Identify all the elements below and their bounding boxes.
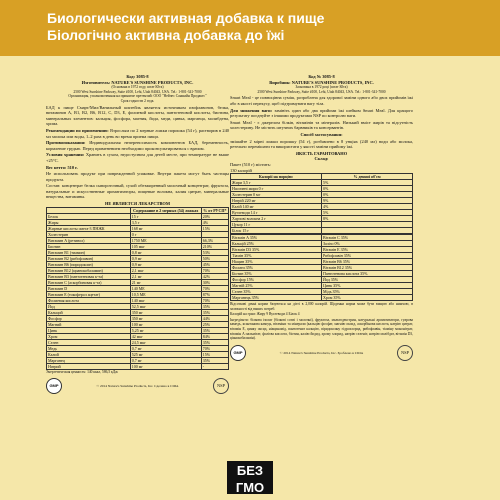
logos-ru	[46, 378, 229, 394]
usage-title-ua: Для зниження ваги:	[230, 107, 273, 113]
composition-ru: Состав: концентрат белка сывороточный, сухой обезжиренный молочный концентрат, фруктоза, натуральные и искусственные ароматизаторы, пищевые волокна, калия цитрат, минеральные вещества, витамины.	[46, 183, 229, 200]
table-cell: 5%	[322, 180, 413, 186]
table-cell: Кальций	[47, 309, 131, 315]
vitamins-table-ua	[230, 234, 413, 301]
table-cell: 84%	[201, 333, 228, 339]
table-cell: 66,3%	[201, 237, 228, 243]
table-cell: 10,5 МЕ	[130, 291, 201, 297]
table-cell: Витамин B12 (цианокобаламин)	[47, 267, 131, 273]
fat-row-carbs: Вуглеводи 4	[268, 312, 288, 317]
table-cell: Магний	[47, 321, 131, 327]
table-cell: 0,7 мг	[130, 357, 201, 363]
table-cell: Вітамін B12 35%	[322, 265, 413, 271]
table-cell: Насичені жири 0 г	[231, 186, 322, 192]
table-cell: Медь	[47, 345, 131, 351]
table-cell: Тіамін 35%	[231, 253, 322, 259]
right-column-ua	[230, 74, 413, 361]
table-cell: Вітамін A 35%	[231, 235, 322, 241]
table-cell: 70%	[201, 297, 228, 303]
table-cell: 140 МЕ	[130, 285, 201, 291]
table-cell: Витамин Е (токоферол ацетат)	[47, 291, 131, 297]
gmp-badge-ua: GMP	[230, 345, 246, 361]
table-cell: 44%	[201, 315, 228, 321]
table-cell: Пантотенова кислота 35%	[322, 271, 413, 277]
table-cell: 35%	[201, 327, 228, 333]
table-cell: 70%	[201, 345, 228, 351]
table-cell: 0 г	[130, 231, 201, 237]
table-cell: Хром	[47, 333, 131, 339]
table-cell: Калий	[47, 351, 131, 357]
nutrition-table-ua	[230, 173, 413, 234]
table-cell: 70%	[201, 285, 228, 291]
left-column-ru	[46, 74, 229, 394]
table-cell: 100 мг	[130, 363, 201, 369]
copyright-ru: © 2014 Nature's Sunshine Products, Inc. Сделано в США	[96, 384, 179, 389]
table-row	[47, 363, 229, 369]
comp-title-ua: Склад:	[314, 156, 329, 162]
table-cell: Вітамін C 35%	[322, 235, 413, 241]
table-cell: Вітамін D3 35%	[231, 247, 322, 253]
table-cell: Фолиевая кислота	[47, 297, 131, 303]
intro-ru: БАД к пище Смарт/Мил/Ванильный коктейль является источником изофлавонов, белка, витаминов А, В1, В2, В6, В12, С, D3, Е, фолиевой кислоты, пантотеновой кислоты, биотина, минеральных элементов: кальция, фосфора, магния, йода, меди, цинка, марганца, молибдена, хрома.	[46, 104, 229, 127]
title-ru: Биологически активная добавка к пище	[47, 10, 325, 26]
table-cell: Витамин B1 (тиамин)	[47, 249, 131, 255]
table-cell: 9%	[322, 198, 413, 204]
table-row	[231, 228, 413, 234]
table-cell: 25%	[201, 321, 228, 327]
nsp-logo-icon-ua	[397, 345, 413, 361]
table-cell: Магній 25%	[231, 283, 322, 289]
table-cell: Йод	[47, 303, 131, 309]
table-cell: Йод 35%	[322, 277, 413, 283]
ingredients-ua: Інгредієнти: білкова ізолят (білкові соєві і молочні), фруктоза, мальтодекстрин, натуральні ароматизатори, гуарова камедь, ксантанова камедь, вітаміни та мінерали (кальцію фосфат, магнію оксид, аскорбінова кислота, натрію цитрат, вітамін Е, цинку оксид, ніацинамід, пантотенат кальцію, піридоксину гідрохлорид, рибофлавін, тіаміну мононітрат, вітамін А пальмітат, фолієва кислота, біотин, калію йодид, хрому хлорид, натрію селеніт, натрію молібдат, вітамін D3, ціанокобаламін).	[230, 317, 413, 341]
title-ua: Біологічно активна добавка до їжі	[47, 27, 285, 43]
fat-row-label: Калорій на грам:	[230, 312, 256, 317]
table-cell: 35%	[201, 357, 228, 363]
label-header	[0, 0, 500, 56]
table-cell: Марганець 35%	[231, 295, 322, 301]
code-ru: Код: 3085-8	[126, 74, 149, 79]
table-cell: 52,5 мкг	[130, 303, 201, 309]
table-cell: 24,5 мкг	[130, 339, 201, 345]
fat-row-protein: Білок 4	[288, 312, 300, 317]
storage-ru: Хранить в сухом, недоступном для детей месте, при температуре не выше +25°С.	[46, 152, 230, 163]
storage-title-ru: Условия хранения:	[46, 152, 85, 158]
table-cell: Селен	[47, 339, 131, 345]
code-ua: Код № 3085-8	[308, 74, 335, 79]
prep-ua: змішайте 2 мірні ложки порошку (54 г), розбавлено в 8 унціях (240 мл) води або молока, ретельно перемішати та використати у якості заміни прийому їжі.	[230, 138, 413, 150]
table-row	[231, 295, 413, 301]
table-cell: 53%	[201, 249, 228, 255]
table-cell: 0,9 мг	[130, 255, 201, 261]
table-cell: Холестерин	[47, 231, 131, 237]
table-cell: 0,8 мг	[130, 249, 201, 255]
table-cell: 15%	[201, 351, 228, 357]
table-cell: Витамин B2 (рибофлавин)	[47, 255, 131, 261]
table-cell: Фолати 35%	[231, 265, 322, 271]
table-cell: Жирные кислоты омега-3 ПНЖК	[47, 225, 131, 231]
bez-gmo-line1: БЕЗ	[236, 463, 264, 478]
table-cell: Харчові волокна 2 г	[231, 216, 322, 222]
copyright-ua: © 2014 Nature's Sunshine Products, Inc. Зроблено в США	[279, 350, 364, 355]
table-cell: Хром 35%	[322, 295, 413, 301]
table-cell: Холестерин 0 мг	[231, 192, 322, 198]
ua-header-1: Калорії на порцію:	[231, 174, 322, 180]
table-cell: 2,1 мг	[130, 273, 201, 279]
warning-ru: Не использовать продукт при поврежденной упаковке. Внутри пакета могут быть частицы продукта.	[46, 171, 229, 182]
nsp-logo-text: NSP	[216, 383, 226, 389]
table-cell: 35%	[201, 303, 228, 309]
table-cell: 20%	[201, 213, 228, 219]
intro-ua: Smart Meal - це повноцінна суміш, розроблена для здорової заміни одного або двох прийомів їжі або в якості перекусу, щоб підтримувати вагу тіла.	[230, 95, 413, 106]
nsp-logo-text-ua: NSP	[400, 350, 410, 356]
table-cell: 0,9 мг	[130, 261, 201, 267]
maker-note-ru: (Основана в 1972 году, штат Юта)	[111, 85, 164, 90]
table-cell: Фосфор 15%	[231, 277, 322, 283]
table-cell: 140 мкг	[130, 297, 201, 303]
table-cell: 15 г	[130, 213, 201, 219]
table-cell: Ніацин 35%	[231, 259, 322, 265]
gmp-badge: GMP	[46, 378, 62, 394]
table-cell: 210%	[201, 243, 228, 249]
table-cell: Натрий	[47, 363, 131, 369]
table-cell: Рибофлавін 35%	[322, 253, 413, 259]
contra-ru: Индивидуальная непереносимость компонентов БАД, беременность, кормление грудью. Перед применением необходимо проконсультироваться с врачом.	[46, 140, 229, 151]
fat-row-fat: Жиру 9	[256, 312, 269, 317]
table-cell: 100 мг	[130, 321, 201, 327]
ua-header-2: % денної об'єм	[322, 174, 413, 180]
org-ru: Организация, уполномоченная на принятие претензий: ООО "Нейчес Саншайн Продактс"	[68, 94, 207, 99]
table-cell: 1750 МЕ	[130, 237, 201, 243]
table-cell: 70%	[201, 267, 228, 273]
table-cell: 45%	[201, 261, 228, 267]
table-cell: Вітамін B6 35%	[322, 259, 413, 265]
note-ua: Відсоткові денні норми базуються на дієті в 2,000 калорій. Щоденна норма може бути вищою або нижчою, в залежності від ваших потреб.	[230, 302, 413, 311]
table-cell: Витамин С (аскорбиновая к-та)	[47, 279, 131, 285]
table-cell: Вуглеводи 14 г	[231, 210, 322, 216]
weight-ru: Вес нетто: 510 г.	[46, 164, 78, 170]
table-cell: Биотин	[47, 243, 131, 249]
table-cell: 105 мкг	[130, 243, 201, 249]
table-cell: 350 мг	[130, 309, 201, 315]
table-cell: 35%	[201, 339, 228, 345]
table-cell: Витамин B3 (пантотеновая к-та)	[47, 273, 131, 279]
usage-ua: замініть один або два прийоми їжі шейком Smart Meal. Для кращого результату поєднуйте з іншими продуктами NSP по контролю ваги.	[230, 107, 413, 119]
guarantee-ua: ЯКІСТЬ ГАРАНТОВАНО	[295, 150, 348, 156]
table-cell: 15%	[201, 225, 228, 231]
table-cell: Жиры	[47, 219, 131, 225]
table-cell: Белок	[47, 213, 131, 219]
table-cell: 525 мг	[130, 351, 201, 357]
body-ua: Smart Meal - є джерелом білків, вітамінів та мінералів. Низький вміст жирів та відсутність холестерину. Не містить штучних барвників та консервантів.	[230, 119, 413, 131]
table-cell: Витамин B6 (пиридоксин)	[47, 261, 131, 267]
guarantee-ru: НЕ ЯВЛЯЕТСЯ ЛЕКАРСТВОМ	[105, 201, 170, 207]
table-cell: 50%	[201, 255, 228, 261]
table-cell: Витамин D	[47, 285, 131, 291]
maker-ua: Виробник: NATURE'S SUNSHINE PRODUCTS, INC.	[269, 79, 374, 85]
table-cell: 30%	[201, 279, 228, 285]
table-cell: 3,5 г	[130, 219, 201, 225]
servings-ua: 130 калорій	[230, 167, 252, 173]
table-cell: 4%	[201, 219, 228, 225]
table-cell	[322, 228, 413, 234]
table-cell: 0%	[322, 186, 413, 192]
table-cell: 168 мг	[130, 225, 201, 231]
table-cell: Фосфор	[47, 315, 131, 321]
fat-row-ua	[230, 312, 413, 317]
table-cell: Залізо 0%	[322, 241, 413, 247]
table-cell: Витамин А (ретинол)	[47, 237, 131, 243]
table-cell: 42 мкг	[130, 333, 201, 339]
table-cell: 0,7 мг	[130, 345, 201, 351]
table-cell: 5,25 мг	[130, 327, 201, 333]
table-cell: Вітамін E 35%	[322, 247, 413, 253]
usage-ru: Взрослым по 2 мерные ложки порошка (54 г), растворив в 240 мл молока или воды, 1–2 раза в день во время приема пищи.	[46, 127, 229, 139]
usage-title-ru: Рекомендации по применению:	[46, 127, 109, 133]
table-cell: Цинк 35%	[322, 283, 413, 289]
table-cell: -	[201, 363, 228, 369]
bez-gmo-badge	[227, 461, 273, 494]
table-cell: 2,1 мкг	[130, 267, 201, 273]
table-cell: 87%	[201, 291, 228, 297]
contra-title-ru: Противопоказания:	[46, 140, 86, 146]
table-cell: 35%	[201, 309, 228, 315]
table-header-ru-2: % от РУСП*	[201, 207, 228, 213]
table-cell: Натрій 220 мг	[231, 198, 322, 204]
table-cell: Білок 15 г	[231, 228, 322, 234]
table-cell: 5%	[322, 210, 413, 216]
nutrition-table-ru	[46, 207, 229, 370]
table-cell: Калій 140 мг	[231, 204, 322, 210]
table-cell: Цукор 11 г	[231, 222, 322, 228]
logos-ua	[230, 345, 413, 361]
bez-gmo-line2: ГМО	[235, 480, 265, 495]
energy-ru: Энергетическая ценность: 140 ккал, 586,5 кДж	[46, 369, 118, 374]
maker-ru: Изготовитель: NATURE'S SUNSHINE PRODUCTS, INC.	[81, 79, 194, 85]
address-ru: 2500 West Sunshine Parkway, Suite #100, Lehi, Utah 84043, USA. Tel.: 1-801-341-7000	[73, 89, 202, 94]
table-header-ru-1: Содержание в 2 мерных (54) ложках	[130, 207, 201, 213]
shelf-ru: Срок годности 2 года.	[120, 98, 155, 103]
table-cell: Цинк	[47, 327, 131, 333]
table-cell: 0%	[322, 192, 413, 198]
table-cell: Мідь 35%	[322, 289, 413, 295]
table-cell: Кальцій 25%	[231, 241, 322, 247]
table-cell: 350 мг	[130, 315, 201, 321]
table-cell: 21 мг	[130, 279, 201, 285]
table-cell: 4%	[322, 204, 413, 210]
maker-note-ua: Заснована в 1972 році (штат Юта)	[295, 85, 348, 90]
table-cell: Жири 3,5 г	[231, 180, 322, 186]
table-cell: 42%	[201, 273, 228, 279]
prep-title-ua: Спосіб застосування:	[300, 131, 343, 137]
table-cell: Біотин 35%	[231, 271, 322, 277]
address-ua: 2500 West Sunshine Parkway, Suite #100, Lehi, Utah 84043, USA. Tel.: 1-801-341-7000	[257, 89, 386, 94]
table-cell: 8%	[322, 216, 413, 222]
table-cell: Марганец	[47, 357, 131, 363]
pack-ua: Пакет (510 г) містить:	[230, 161, 271, 167]
nsp-logo-icon	[213, 378, 229, 394]
table-cell: Селен 35%	[231, 289, 322, 295]
